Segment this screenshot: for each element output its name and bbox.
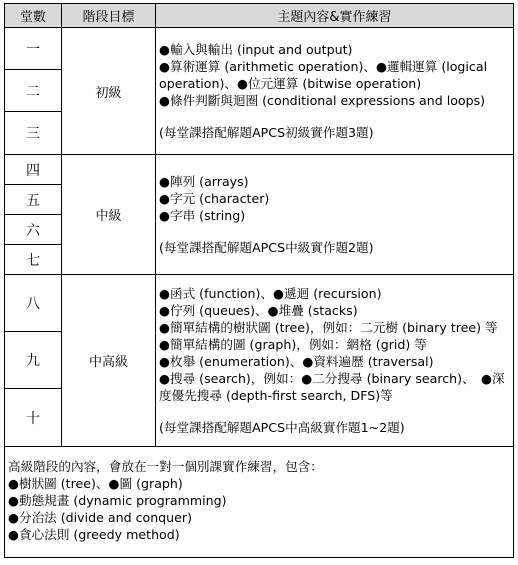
level-intermediate: 中級 (62, 155, 156, 275)
topic-item: ●輸入與輸出 (input and output) (159, 42, 353, 57)
topic-item: ●陣列 (arrays) (159, 174, 249, 189)
week-row (5, 28, 514, 70)
topic-note: (每堂課搭配解題APCS初級實作題3題) (159, 125, 374, 140)
header-level: 階段目標 (62, 4, 156, 28)
topics-intermediate (156, 155, 514, 275)
week-row (5, 155, 514, 185)
topic-item: ●簡單結構的圖 (graph)，例如：網格 (grid) 等 (159, 337, 427, 352)
level-advanced-intermediate: 中高級 (62, 275, 156, 447)
advanced-intro: 高級階段的內容，會放在一對一個別課實作練習，包含： (8, 459, 323, 474)
level-beginner: 初級 (62, 28, 156, 155)
topic-item: ●條件判斷與迴圈 (conditional expressions and loops) (159, 93, 486, 108)
advanced-item: ●樹狀圖 (tree)、●圖 (graph) (8, 476, 183, 491)
topic-item: ●簡單結構的樹狀圖 (tree)，例如：二元樹 (binary tree) 等 (159, 320, 498, 335)
week-number: 十 (5, 389, 62, 447)
topic-note: (每堂課搭配解題APCS中高級實作題1~2題) (159, 420, 405, 435)
week-row (5, 275, 514, 332)
week-number: 七 (5, 245, 62, 275)
topic-note: (每堂課搭配解題APCS中級實作題2題) (159, 240, 374, 255)
topic-item: ●枚舉 (enumeration)、●資料遍歷 (traversal) (159, 354, 434, 369)
advanced-note (5, 447, 514, 558)
advanced-item: ●分治法 (divide and conquer) (8, 510, 192, 525)
curriculum-table (4, 3, 514, 558)
week-number: 一 (5, 28, 62, 70)
topic-item: ●搜尋 (search)，例如：●二分搜尋 (binary search)、 ●深度優先搜尋 (depth-first search, DFS)等 (159, 371, 505, 403)
week-number: 二 (5, 70, 62, 112)
topics-beginner (156, 28, 514, 155)
topic-item: ●字串 (string) (159, 208, 246, 223)
advanced-item: ●貪心法則 (greedy method) (8, 527, 180, 542)
topic-item: ●函式 (function)、●遞迴 (recursion) (159, 286, 382, 301)
topics-advanced-intermediate (156, 275, 514, 447)
header-week: 堂數 (5, 4, 62, 28)
week-number: 六 (5, 215, 62, 245)
week-number: 八 (5, 275, 62, 332)
advanced-item: ●動態規畫 (dynamic programming) (8, 493, 227, 508)
topic-item: ●字元 (character) (159, 191, 270, 206)
week-number: 五 (5, 185, 62, 215)
topic-item: ●算術運算 (arithmetic operation)、●邏輯運算 (logical operation)、●位元運算 (bitwise operation) (159, 59, 488, 91)
footer-row (5, 447, 514, 558)
week-number: 九 (5, 332, 62, 389)
week-number: 四 (5, 155, 62, 185)
week-number: 三 (5, 112, 62, 155)
topic-item: ●佇列 (queues)、●堆疊 (stacks) (159, 303, 358, 318)
header-row (5, 4, 514, 28)
header-topics: 主題內容&實作練習 (156, 4, 514, 28)
